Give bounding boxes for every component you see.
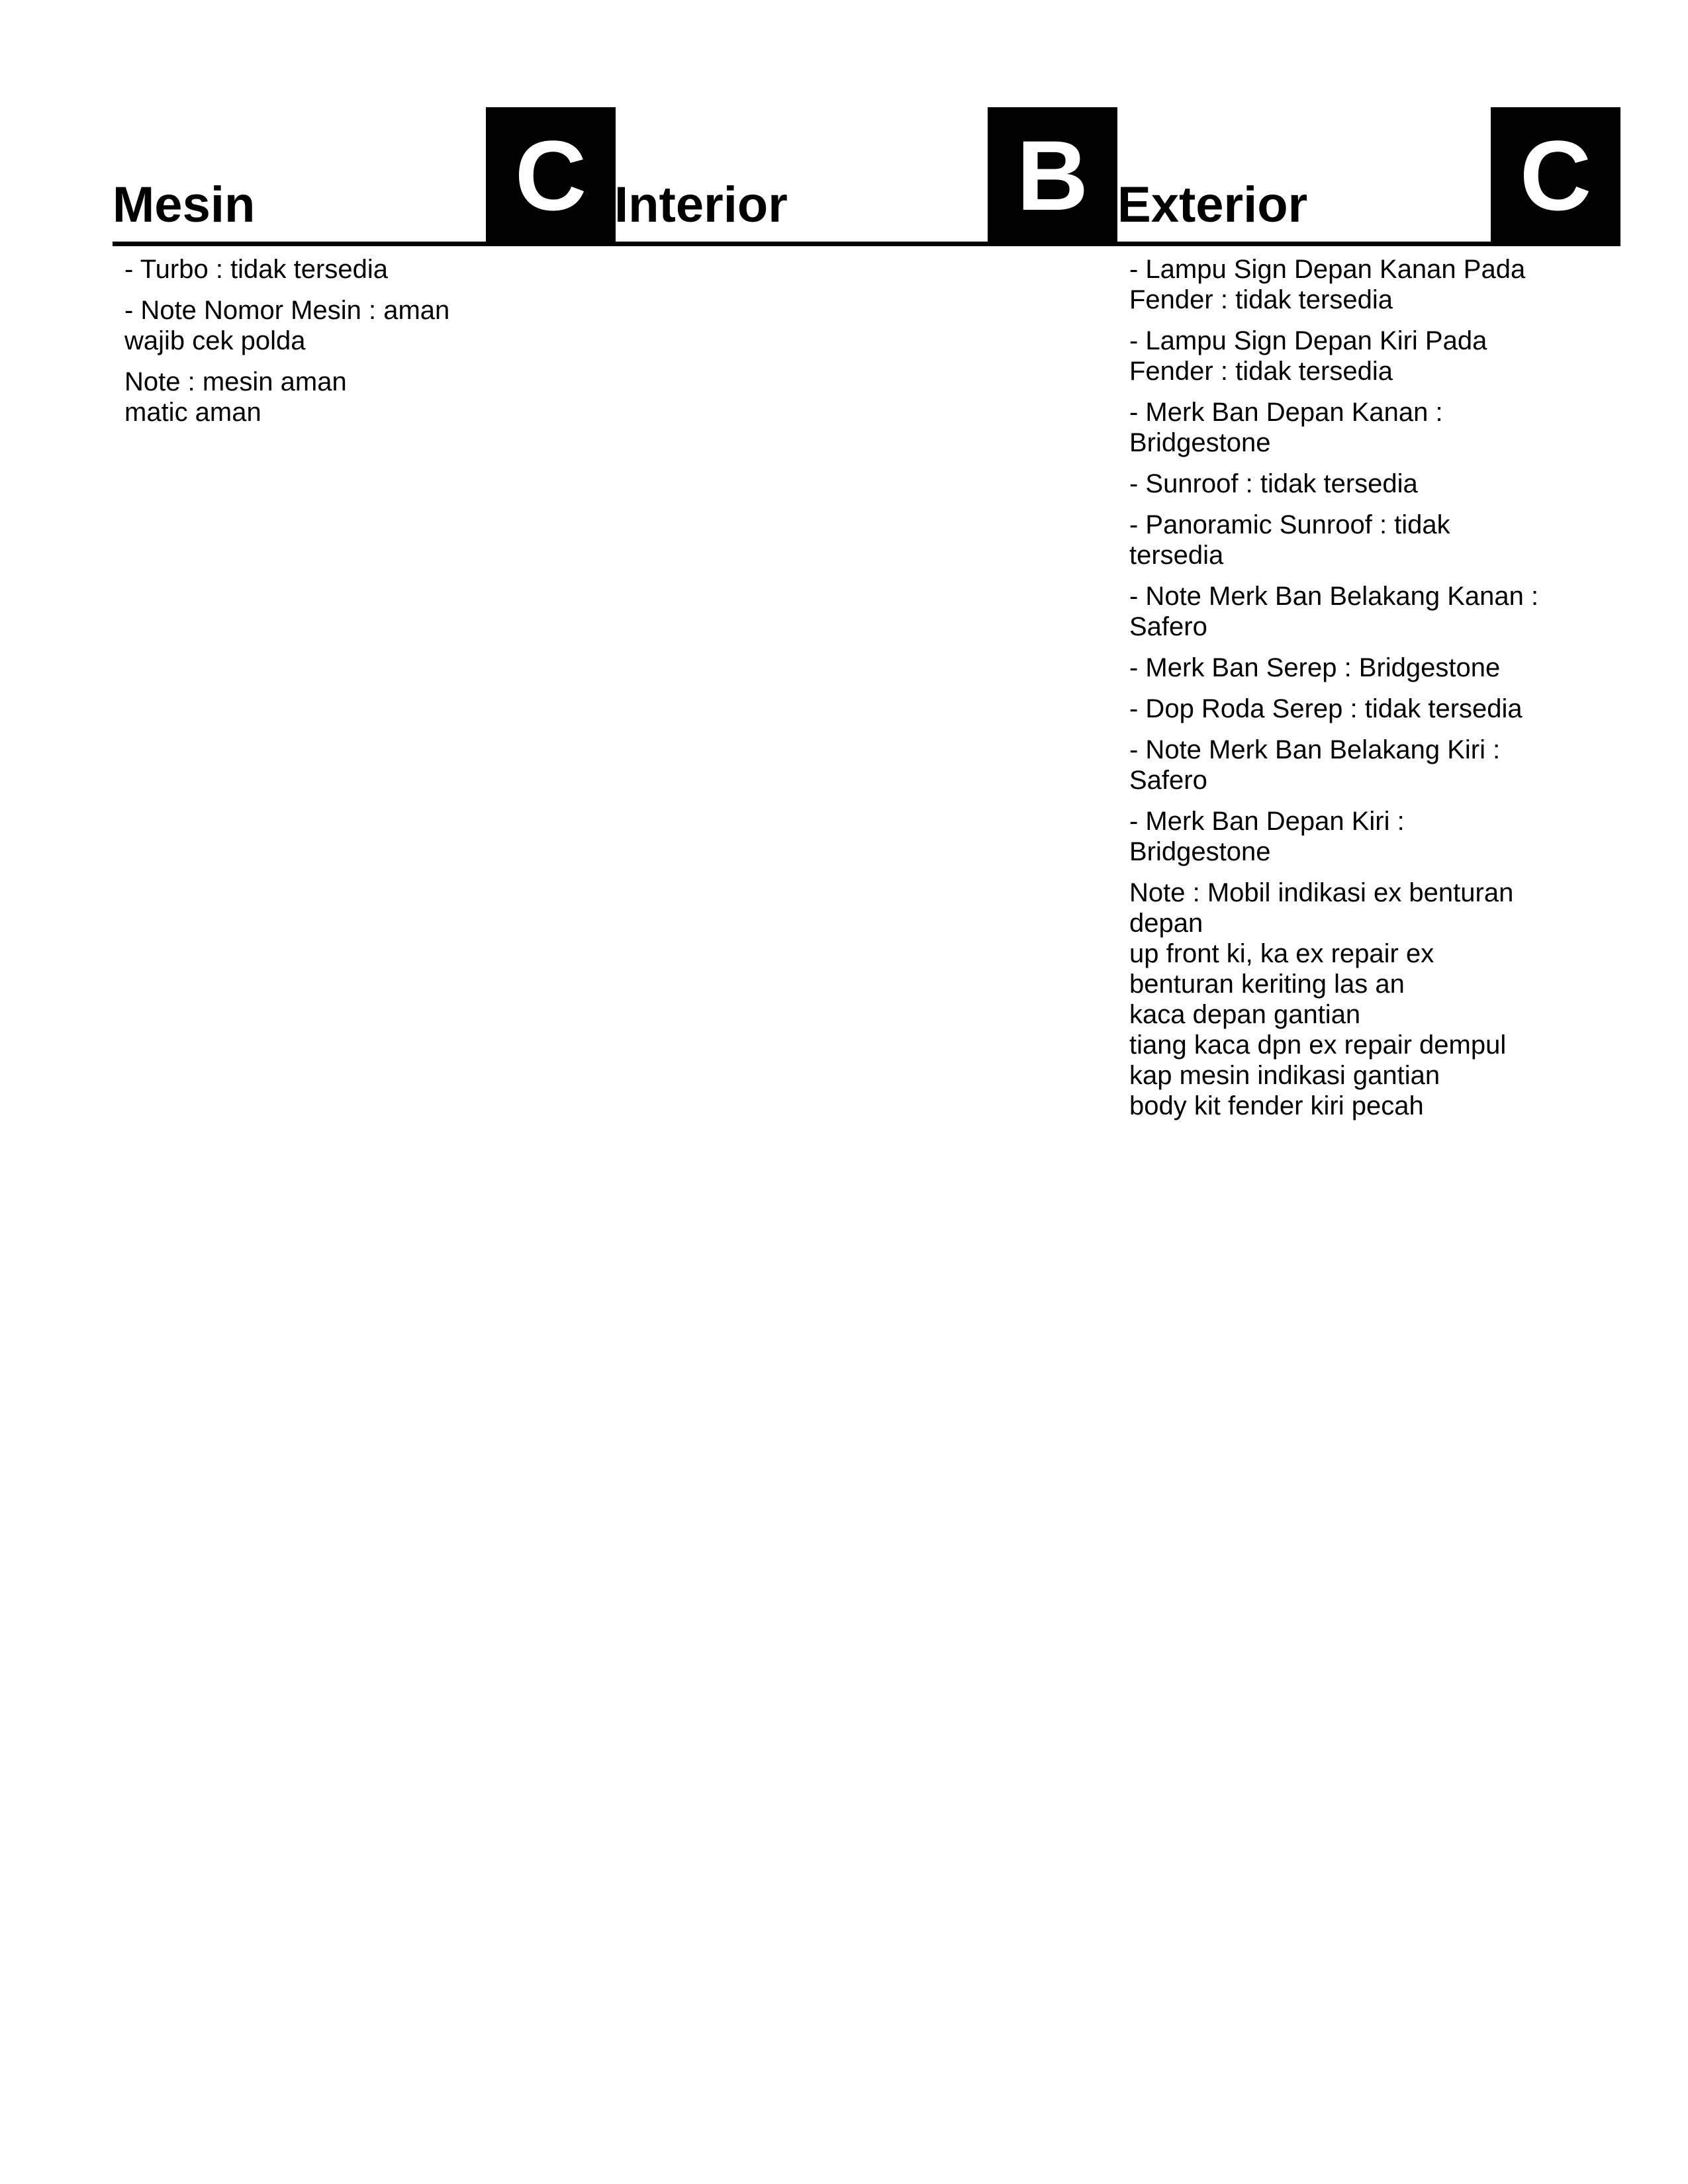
section-items bbox=[113, 246, 616, 428]
list-item: - Lampu Sign Depan Kanan Pada Fender : tidak tersedia bbox=[1129, 255, 1526, 314]
section-header bbox=[1117, 107, 1620, 246]
list-item: Note : Mobil indikasi ex benturan depan up front ki, ka ex repair ex benturan keriting las an kaca depan gantian tiang kaca dpn ex repair dempul kap mesin indikasi gantian body kit fender kiri pecah bbox=[1129, 878, 1514, 1120]
list-item: - Merk Ban Depan Kanan : Bridgestone bbox=[1129, 398, 1443, 457]
list-item: - Panoramic Sunroof : tidak tersedia bbox=[1129, 510, 1450, 570]
list-item: - Turbo : tidak tersedia bbox=[124, 255, 388, 284]
section-title: Exterior bbox=[1117, 177, 1308, 233]
list-item: - Note Merk Ban Belakang Kiri : Safero bbox=[1129, 735, 1501, 795]
list-item: Note : mesin aman matic aman bbox=[124, 367, 347, 427]
list-item: - Lampu Sign Depan Kiri Pada Fender : tidak tersedia bbox=[1129, 326, 1487, 386]
section-items bbox=[1117, 246, 1620, 1121]
section-interior bbox=[614, 107, 1117, 254]
grade-badge: B bbox=[988, 107, 1117, 245]
section-mesin bbox=[113, 107, 616, 438]
list-item: - Merk Ban Depan Kiri : Bridgestone bbox=[1129, 807, 1405, 866]
section-title: Mesin bbox=[113, 177, 256, 233]
list-item: - Sunroof : tidak tersedia bbox=[1129, 469, 1418, 498]
grade-badge: C bbox=[1491, 107, 1620, 245]
header-divider bbox=[113, 242, 616, 246]
section-items bbox=[614, 246, 1117, 254]
list-item: - Merk Ban Serep : Bridgestone bbox=[1129, 653, 1501, 682]
section-title: Interior bbox=[614, 177, 788, 233]
section-header bbox=[614, 107, 1117, 246]
list-item: - Note Merk Ban Belakang Kanan : Safero bbox=[1129, 582, 1539, 641]
section-header bbox=[113, 107, 616, 246]
grade-badge: C bbox=[486, 107, 616, 245]
header-divider bbox=[1117, 242, 1620, 246]
list-item: - Note Nomor Mesin : aman wajib cek polda bbox=[124, 296, 450, 355]
section-exterior bbox=[1117, 107, 1620, 1132]
header-divider bbox=[614, 242, 1117, 246]
list-item: - Dop Roda Serep : tidak tersedia bbox=[1129, 694, 1523, 723]
